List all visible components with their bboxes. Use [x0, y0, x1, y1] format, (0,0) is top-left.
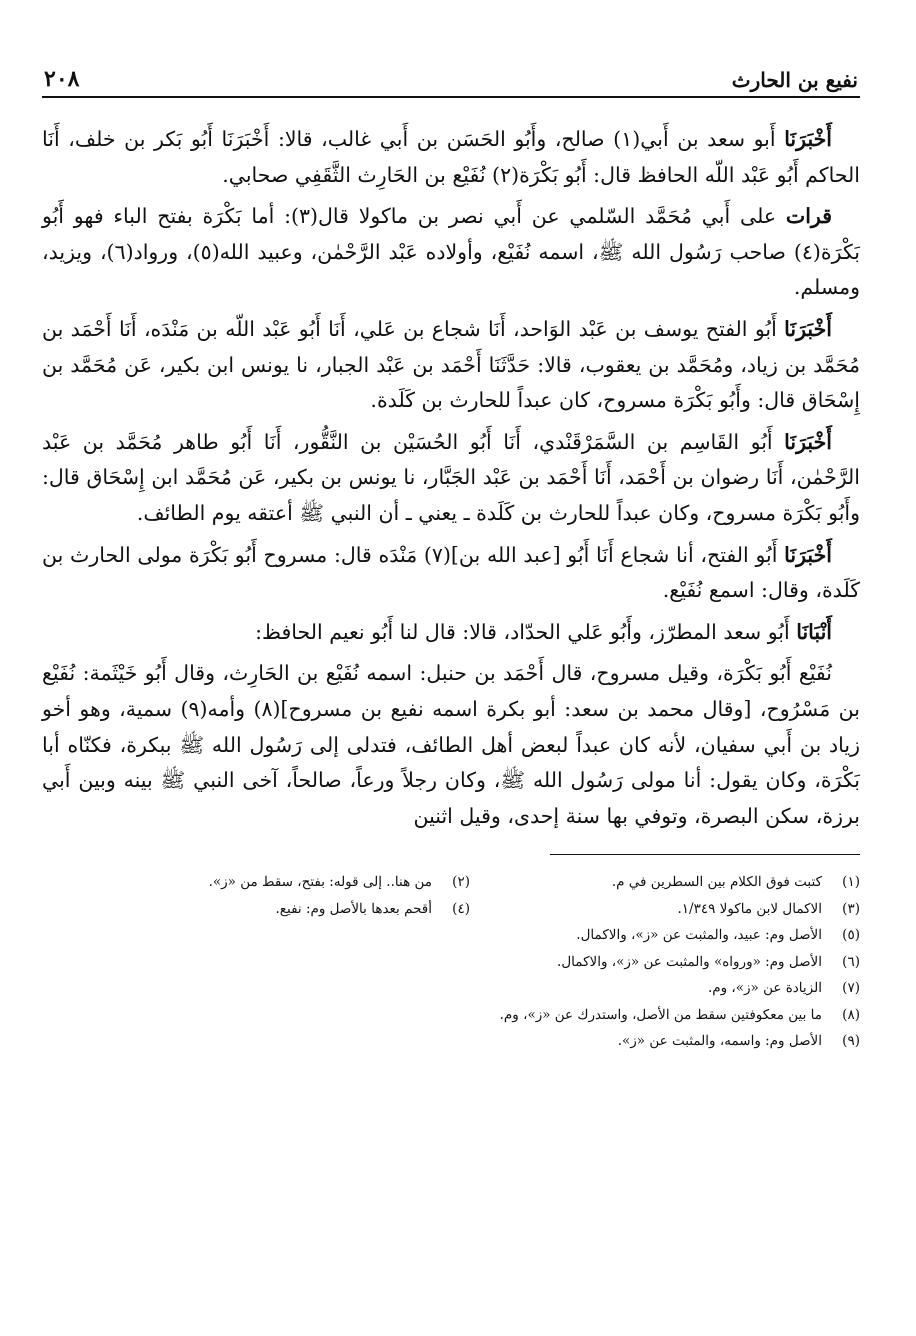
footnote-text: الاكمال لابن ماكولا ١/٣٤٩.	[677, 900, 822, 917]
footnote-number: (٣)	[842, 900, 860, 917]
paragraph-lead-word: أَنْبَانَا	[796, 619, 832, 644]
footnote	[42, 975, 860, 1002]
paragraph	[42, 538, 860, 609]
footnote	[42, 1002, 860, 1029]
footnote-text: كتبت فوق الكلام بين السطرين في م.	[611, 874, 822, 891]
paragraph-lead-word: أَخْبَرَنَا	[784, 316, 832, 341]
paragraph	[42, 199, 860, 306]
footnote	[42, 1028, 860, 1055]
paragraph	[42, 122, 860, 193]
footnote-text: الأصل وم: عبيد، والمثبت عن «ز»، والاكمال.	[576, 927, 822, 944]
footnote-divider	[550, 854, 860, 855]
footnote-number: (٦)	[842, 953, 860, 970]
paragraph-text: أَبُو الفتح يوسف بن عَبْد الوَاحد، أَنَا شجاع بن عَلي، أَنَا أَبُو عَبْد اللّه بن مَنْدَه، أَنَا أَحْمَد بن مُحَمَّد بن زياد، ومُحَمَّد بن يعقوب، قالا: حَدَّثَنَا أَحْمَد بن عَبْد الجبار، نا يونس ابن بكير، عَن مُحَمَّد بن إِسْحَاق قال: وأَبُو بَكْرَة مسروح، كان عبداً للحارث بن كَلَدة.	[42, 316, 860, 413]
footnote-number: (٨)	[842, 1006, 860, 1023]
running-header	[42, 52, 860, 98]
footnote	[42, 949, 860, 976]
footnote	[90, 896, 470, 923]
footnote-row	[42, 896, 860, 923]
footnote-text: الأصل وم: «ورواه» والمثبت عن «ز»، والاكمال.	[557, 953, 822, 970]
footnote-number: (٥)	[842, 927, 860, 944]
footnote-text: ما بين معكوفتين سقط من الأصل، واستدرك عن «ز»، وم.	[499, 1006, 822, 1023]
paragraph-text: أَبو سعد بن أَبي(١) صالح، وأَبُو الحَسَن بن أَبي غالب، قالا: أَخْبَرَنَا أَبُو بَكر بن خلف، أَنَا الحاكم أَبُو عَبْد اللّه الحافظ قال: أَبُو بَكْرَة(٢) نُفَيْع بن الحَارِث الثَّقَفِي صحابي.	[42, 127, 860, 187]
footnote-number: (٧)	[842, 980, 860, 997]
paragraph-text: أَبُو القَاسِم بن السَّمَرْقَنْدي، أَنَا أَبُو الحُسَيْن بن النَّقُّور، أَنَا أَبُو طاهر مُحَمَّد بن عَبْد الرَّحْمٰن، أَنَا رضوان بن أَحْمَد، أَنَا أَحْمَد بن عَبْد الجَبَّار، نا يونس بن بكير، عَن مُحَمَّد ابن إِسْحَاق قال: وأَبُو بَكْرَة مسروح، وكان عبداً للحارث بن كَلَدة ـ يعني ـ أن النبي ﷺ أعتقه يوم الطائف.	[42, 429, 860, 525]
main-text	[42, 122, 860, 834]
paragraph-text: أَبُو الفتح، أنا شجاع أَنَا أَبُو [عبد الله بن](٧) مَنْدَه قال: مسروح أَبُو بَكْرَة مولى الحارث بن كَلَدة، وقال: اسمع نُفَيْع.	[42, 542, 860, 603]
footnote-number: (٤)	[452, 900, 470, 917]
paragraph-lead-word: أَخْبَرَنَا	[784, 127, 833, 151]
footnote-row	[42, 869, 860, 896]
paragraph-text: على أَبي مُحَمَّد السّلمي عن أَبي نصر بن ماكولا قال(٣): أما بَكْرَة بفتح الباء فهو أَبُو بَكْرَة(٤) صاحب رَسُول الله ﷺ، اسمه نُفَيْع، وأولاده عَبْد الرَّحْمٰن، وعبيد الله(٥)، ورواد(٦)، ويزيد، ومسلم.	[42, 204, 860, 300]
footnote	[480, 869, 860, 896]
paragraph	[42, 425, 860, 532]
paragraph-lead-word: قرات	[785, 204, 832, 229]
footnote-number: (١)	[842, 874, 860, 891]
footnote	[90, 869, 470, 896]
paragraph-text: أَبُو سعد المطرّز، وأَبُو عَلي الحدّاد، قالا: قال لنا أَبُو نعيم الحافظ:	[255, 619, 797, 644]
paragraph-lead-word: أَخْبَرَنَا	[784, 542, 832, 567]
footnote	[42, 922, 860, 949]
footnote-text: من هنا.. إلى قوله: بفتح، سقط من «ز».	[208, 874, 432, 891]
footnote	[480, 896, 860, 923]
page-number: ٢٠٨	[44, 66, 80, 92]
footnote-text: الأصل وم: واسمه، والمثبت عن «ز».	[617, 1033, 822, 1050]
paragraph	[42, 656, 860, 834]
footnote-text: الزيادة عن «ز»، وم.	[707, 980, 822, 997]
paragraph	[42, 312, 860, 419]
footnote-number: (٢)	[452, 874, 470, 891]
paragraph-text: نُفَيْع أَبُو بَكْرَة، وقيل مسروح، قال أَحْمَد بن حنبل: اسمه نُفَيْع بن الحَارِث، وقال أَبُو خَيْثَمة: نُفَيْع بن مَسْرُوح، [وقال محمد بن سعد: أبو بكرة اسمه نفيع بن مسروح](٨) وأمه(٩) سمية، وهو أخو زياد بن أَبي سفيان، لأنه كان عبداً لبعض أهل الطائف، فتدلى إلى رَسُول الله ﷺ ببكرة، فكنّاه أبا بَكْرَة، وكان يقول: أنا مولى رَسُول الله ﷺ، وكان رجلاً ورعاً، صالحاً، آخى النبي ﷺ بينه وبين أَبي برزة، سكن البصرة، وتوفي بها سنة إحدى، وقيل اثنين	[42, 661, 860, 828]
paragraph-lead-word: أَخْبَرَنَا	[784, 429, 832, 454]
footnote-text: أقحم بعدها بالأصل وم: نفيع.	[275, 900, 432, 917]
running-title: نفيع بن الحارث	[731, 68, 858, 92]
book-page	[42, 52, 860, 1055]
footnotes	[42, 869, 860, 1055]
footnote-number: (٩)	[842, 1033, 860, 1050]
paragraph	[42, 615, 860, 651]
